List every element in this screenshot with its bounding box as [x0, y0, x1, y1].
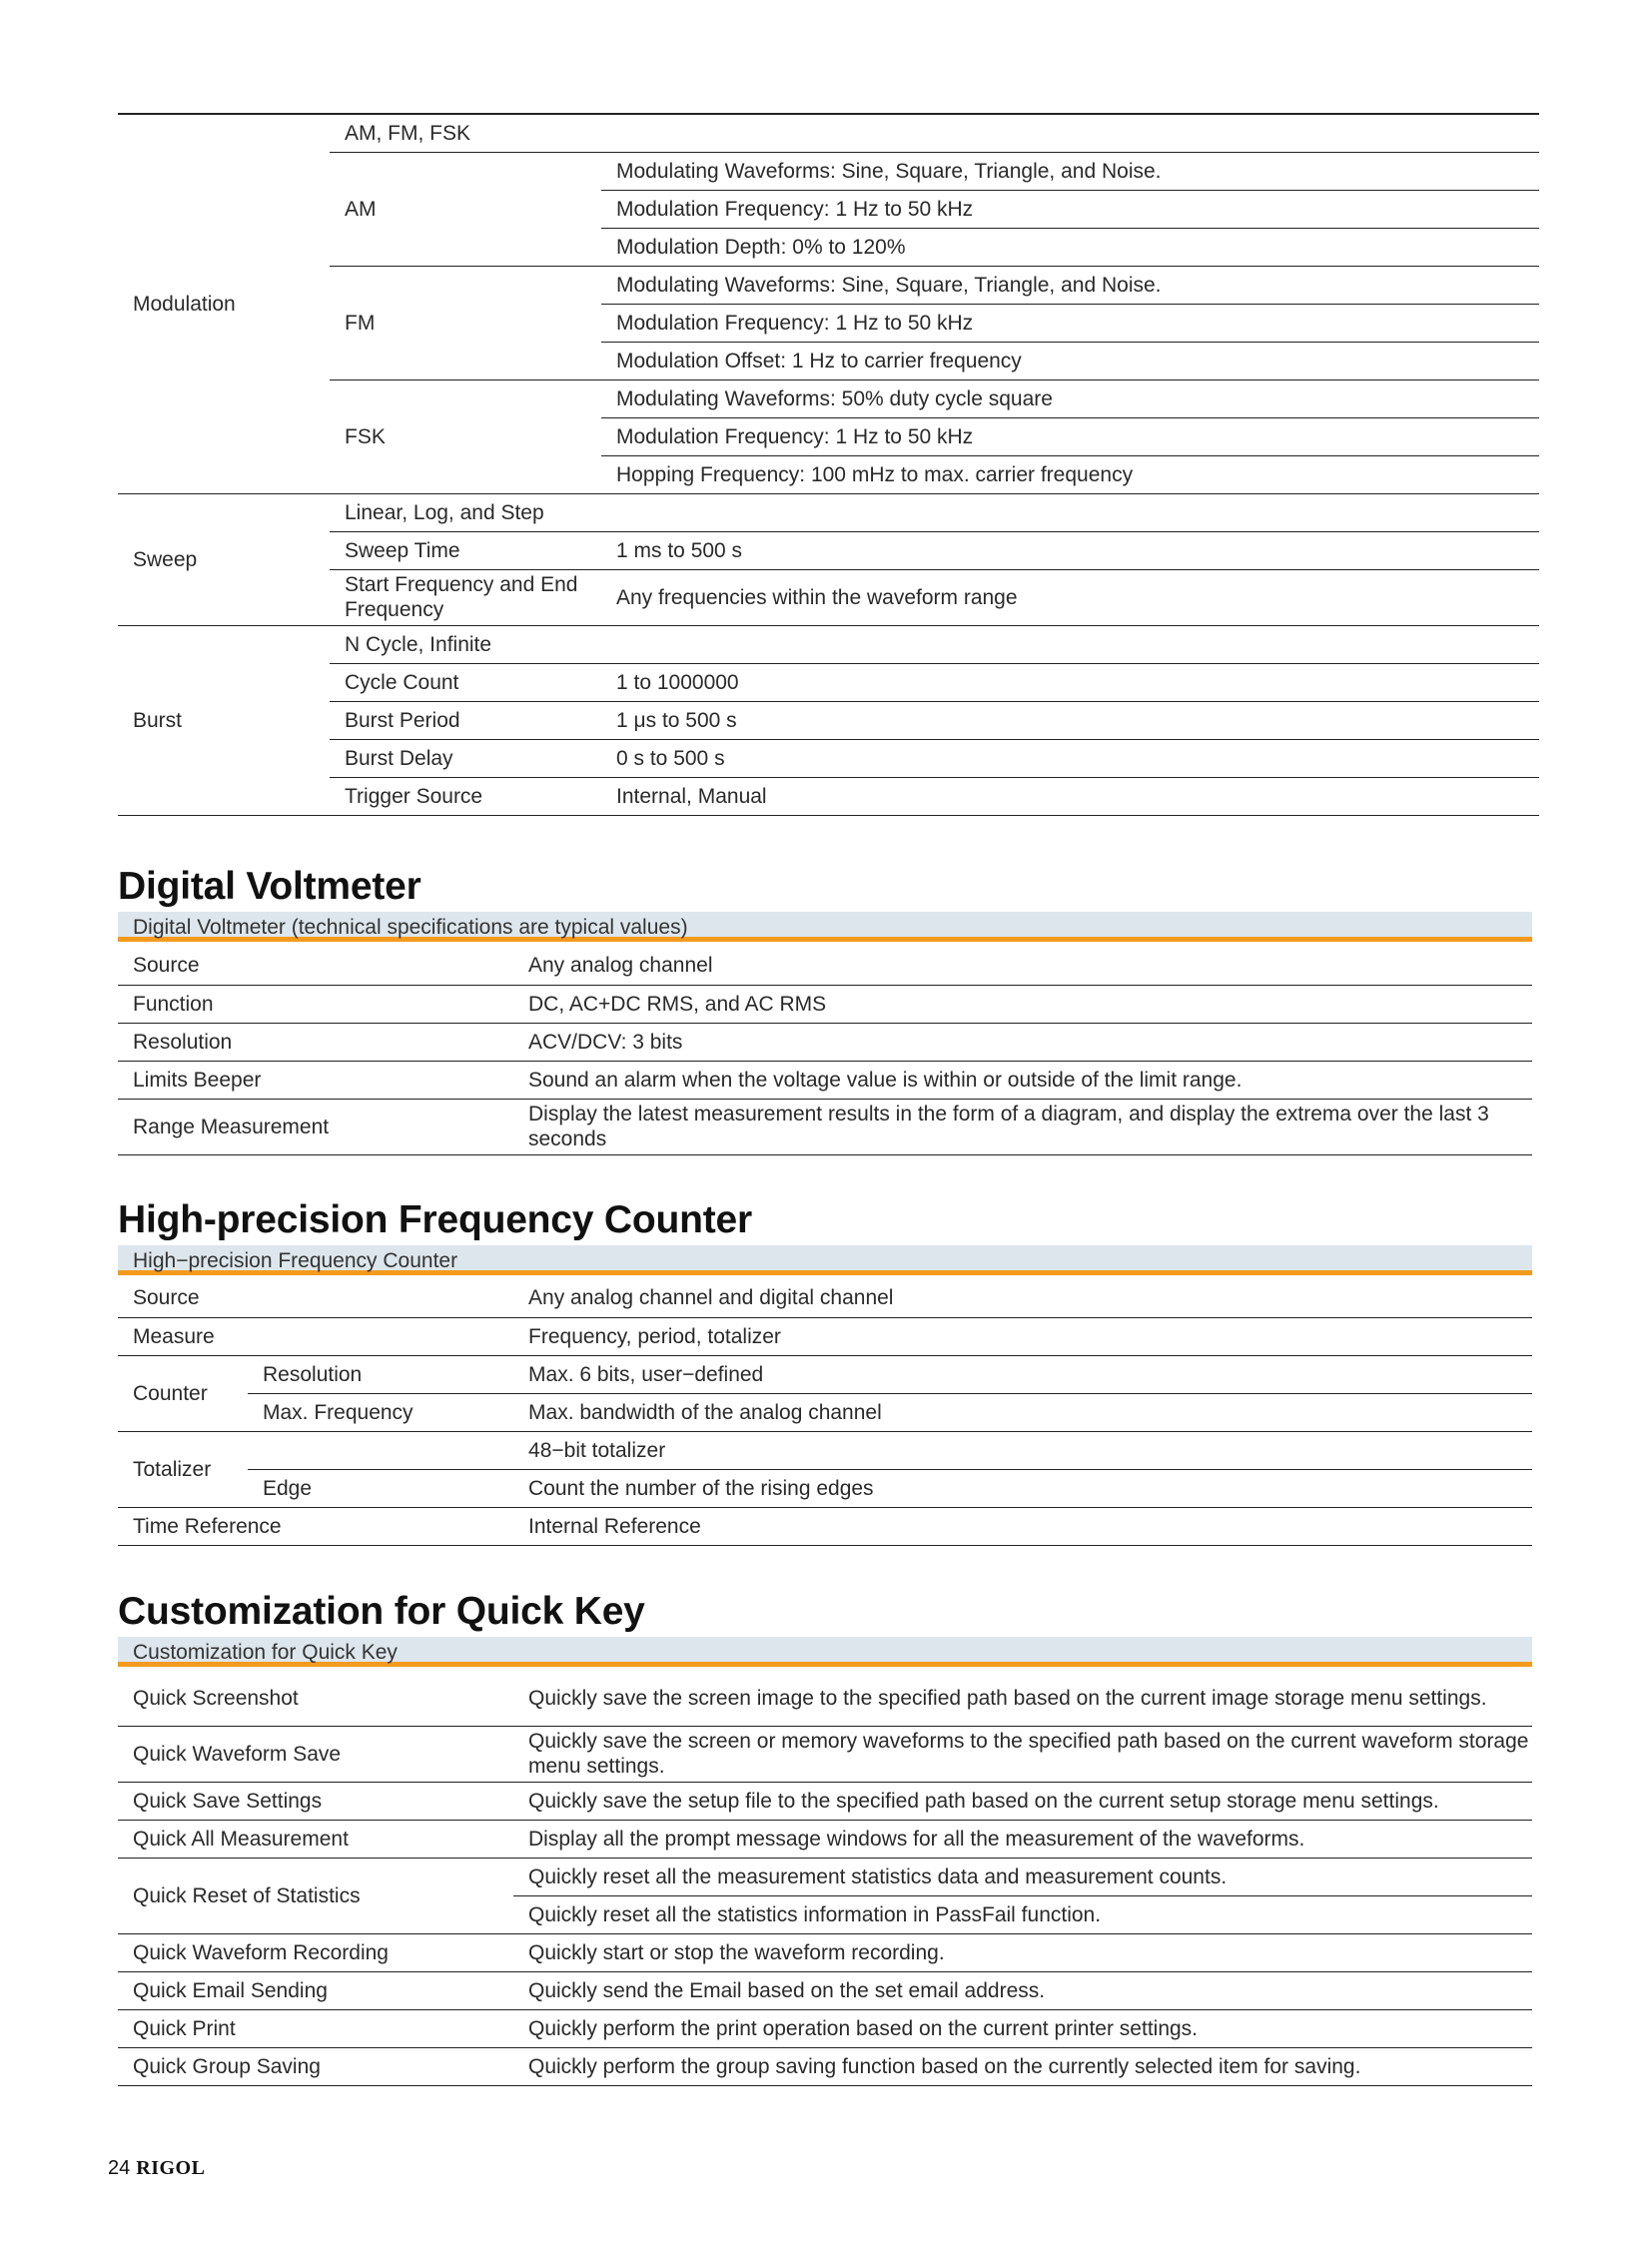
burst-key: Trigger Source [330, 777, 601, 815]
counter-subkey: Edge [248, 1469, 513, 1507]
fm-row: Modulation Frequency: 1 Hz to 50 kHz [601, 304, 1539, 342]
quick-key: Quick Group Saving [118, 2047, 513, 2085]
burst-key: Burst Delay [330, 739, 601, 777]
dvm-key: Range Measurement [118, 1099, 513, 1154]
counter-key: Time Reference [118, 1507, 513, 1545]
am-label: AM [330, 152, 601, 266]
counter-subkey: Max. Frequency [248, 1393, 513, 1431]
fsk-row: Hopping Frequency: 100 mHz to max. carrier frequency [601, 455, 1539, 493]
quick-key: Quick Waveform Save [118, 1726, 513, 1782]
quick-value: Quickly send the Email based on the set email address. [513, 1971, 1532, 2009]
counter-key: Measure [118, 1317, 513, 1355]
fsk-label: FSK [330, 379, 601, 493]
burst-types: N Cycle, Infinite [330, 625, 1539, 663]
quick-key: Quick Screenshot [118, 1671, 513, 1726]
quick-value: Quickly reset all the statistics information in PassFail function. [513, 1895, 1532, 1933]
counter-group-label: Counter [118, 1355, 248, 1431]
quick-value: Quickly perform the print operation based on the current printer settings. [513, 2009, 1532, 2047]
generator-spec-table [118, 115, 1539, 816]
burst-value: 0 s to 500 s [601, 739, 1539, 777]
dvm-key: Source [118, 947, 513, 985]
quick-value: Quickly perform the group saving function based on the currently selected item for saving. [513, 2047, 1532, 2085]
am-row: Modulation Frequency: 1 Hz to 50 kHz [601, 190, 1539, 228]
modulation-types: AM, FM, FSK [330, 115, 1539, 152]
dvm-value: Display the latest measurement results in the form of a diagram, and display the extrema over the last 3 seconds [513, 1099, 1532, 1154]
fsk-row: Modulation Frequency: 1 Hz to 50 kHz [601, 417, 1539, 455]
dvm-value: ACV/DCV: 3 bits [513, 1023, 1532, 1061]
counter-spec-table [118, 1279, 1532, 1546]
page-footer [108, 2157, 205, 2180]
quick-key: Quick Print [118, 2009, 513, 2047]
quick-key: Quick Waveform Recording [118, 1933, 513, 1971]
sweep-value: Any frequencies within the waveform range [601, 569, 1539, 625]
am-row: Modulation Depth: 0% to 120% [601, 228, 1539, 266]
counter-value: Any analog channel and digital channel [513, 1279, 1532, 1317]
quick-value: Display all the prompt message windows for all the measurement of the waveforms. [513, 1820, 1532, 1858]
dvm-title: Digital Voltmeter [118, 865, 421, 908]
dvm-spec-table [118, 947, 1532, 1155]
counter-value: Internal Reference [513, 1507, 1532, 1545]
counter-value: Count the number of the rising edges [513, 1469, 1532, 1507]
totalizer-group-label: Totalizer [118, 1431, 248, 1507]
counter-value: Max. bandwidth of the analog channel [513, 1393, 1532, 1431]
modulation-label: Modulation [118, 115, 330, 493]
burst-label: Burst [118, 625, 330, 815]
dvm-key: Resolution [118, 1023, 513, 1061]
dvm-value: Any analog channel [513, 947, 1532, 985]
quick-value: Quickly save the screen image to the specified path based on the current image storage menu settings. [513, 1671, 1532, 1726]
sweep-key: Start Frequency and End Frequency [330, 569, 601, 625]
sweep-key: Sweep Time [330, 531, 601, 569]
sweep-types: Linear, Log, and Step [330, 493, 1539, 531]
quick-title: Customization for Quick Key [118, 1590, 645, 1633]
quick-value: Quickly reset all the measurement statistics data and measurement counts. [513, 1858, 1532, 1895]
quick-header-band: Customization for Quick Key [118, 1637, 1532, 1667]
quick-value: Quickly save the setup file to the specified path based on the current setup storage menu settings. [513, 1782, 1532, 1820]
burst-key: Cycle Count [330, 663, 601, 701]
dvm-value: DC, AC+DC RMS, and AC RMS [513, 985, 1532, 1023]
dvm-header-band: Digital Voltmeter (technical specifications are typical values) [118, 912, 1532, 942]
counter-value: Frequency, period, totalizer [513, 1317, 1532, 1355]
counter-value: Max. 6 bits, user−defined [513, 1355, 1532, 1393]
page-number: 24 [108, 2157, 131, 2179]
quick-key: Quick Email Sending [118, 1971, 513, 2009]
counter-subkey: Resolution [248, 1355, 513, 1393]
dvm-key: Function [118, 985, 513, 1023]
counter-key: Source [118, 1279, 513, 1317]
dvm-value: Sound an alarm when the voltage value is within or outside of the limit range. [513, 1061, 1532, 1099]
counter-header-band: High−precision Frequency Counter [118, 1245, 1532, 1275]
sweep-value: 1 ms to 500 s [601, 531, 1539, 569]
quick-value: Quickly start or stop the waveform recording. [513, 1933, 1532, 1971]
fsk-row: Modulating Waveforms: 50% duty cycle square [601, 379, 1539, 417]
quick-key: Quick Reset of Statistics [118, 1858, 513, 1933]
brand-logo-text: RIGOL [136, 2157, 206, 2179]
fm-label: FM [330, 266, 601, 379]
burst-value: Internal, Manual [601, 777, 1539, 815]
counter-title: High-precision Frequency Counter [118, 1198, 753, 1241]
quick-key: Quick All Measurement [118, 1820, 513, 1858]
counter-value: 48−bit totalizer [513, 1431, 1532, 1469]
quick-value: Quickly save the screen or memory waveforms to the specified path based on the current waveform storage menu settings. [513, 1726, 1532, 1782]
burst-value: 1 to 1000000 [601, 663, 1539, 701]
burst-key: Burst Period [330, 701, 601, 739]
am-row: Modulating Waveforms: Sine, Square, Triangle, and Noise. [601, 152, 1539, 190]
sweep-label: Sweep [118, 493, 330, 625]
fm-row: Modulating Waveforms: Sine, Square, Triangle, and Noise. [601, 266, 1539, 304]
dvm-key: Limits Beeper [118, 1061, 513, 1099]
fm-row: Modulation Offset: 1 Hz to carrier frequency [601, 342, 1539, 379]
quick-key: Quick Save Settings [118, 1782, 513, 1820]
quick-spec-table [118, 1671, 1532, 2086]
burst-value: 1 μs to 500 s [601, 701, 1539, 739]
